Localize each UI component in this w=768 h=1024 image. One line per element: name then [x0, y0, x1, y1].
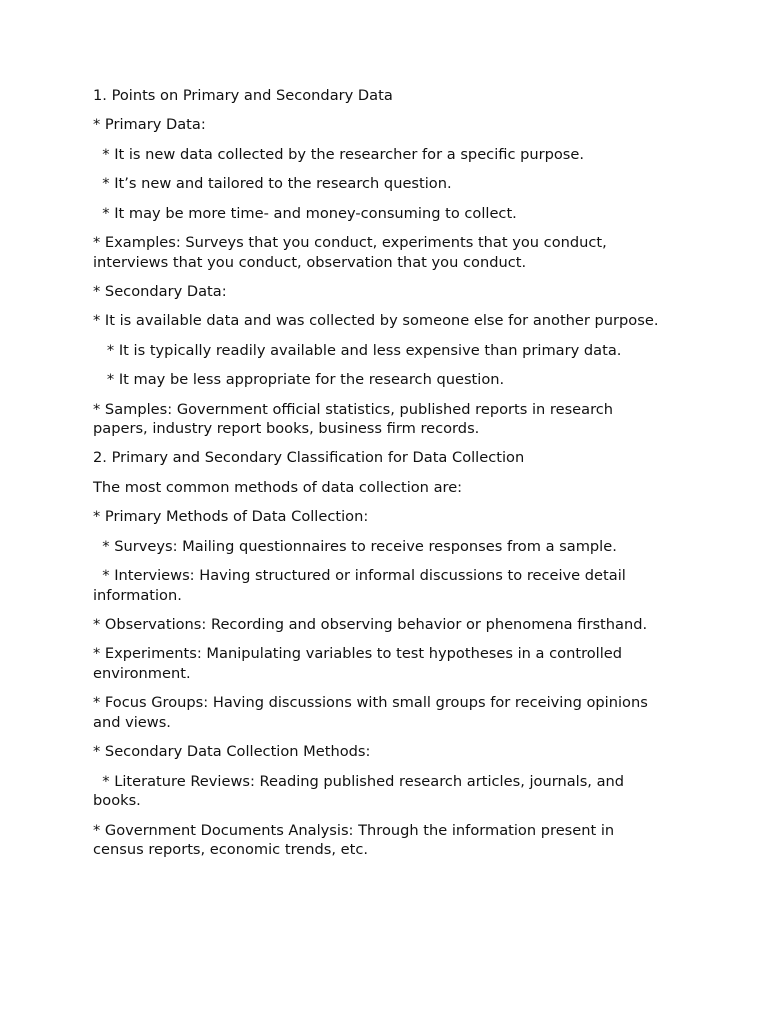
intro-common-methods: The most common methods of data collection are:: [93, 478, 463, 496]
section-heading-classification: 2. Primary and Secondary Classification for Data Collection: [93, 449, 525, 467]
sub-bullet-less-appropriate: * It may be less appropriate for the research question.: [93, 371, 505, 389]
bullet-observations: * Observations: Recording and observing behavior or phenomena firsthand.: [93, 616, 648, 634]
sub-bullet-interviews: * Interviews: Having structured or informal discussions to receive detail information.: [93, 567, 631, 604]
bullet-experiments: * Experiments: Manipulating variables to test hypotheses in a controlled environment.: [93, 645, 627, 683]
sub-bullet-tailored: * It’s new and tailored to the research question.: [93, 175, 452, 193]
document-page: [93, 86, 668, 870]
bullet-primary-data: * Primary Data:: [93, 116, 206, 134]
bullet-secondary-methods: * Secondary Data Collection Methods:: [93, 743, 371, 761]
bullet-samples: * Samples: Government official statistics, published reports in research papers, industry report books, business firm records.: [93, 400, 618, 438]
section-heading-primary-secondary-points: 1. Points on Primary and Secondary Data: [93, 87, 393, 104]
sub-bullet-literature-reviews: * Literature Reviews: Reading published research articles, journals, and books.: [93, 772, 629, 810]
bullet-secondary-data: * Secondary Data:: [93, 282, 227, 300]
sub-bullet-readily-available: * It is typically readily available and less expensive than primary data.: [93, 341, 622, 359]
sub-bullet-surveys: * Surveys: Mailing questionnaires to receive responses from a sample.: [93, 537, 617, 555]
bullet-primary-methods: * Primary Methods of Data Collection:: [93, 508, 369, 526]
sub-bullet-new-data: * It is new data collected by the researcher for a specific purpose.: [93, 145, 585, 163]
bullet-available-data: * It is available data and was collected by someone else for another purpose.: [93, 312, 659, 330]
bullet-examples: * Examples: Surveys that you conduct, experiments that you conduct, interviews that you conduct, observation that you conduct.: [93, 233, 612, 271]
sub-bullet-time-money: * It may be more time- and money-consuming to collect.: [93, 204, 517, 222]
bullet-focus-groups: * Focus Groups: Having discussions with small groups for receiving opinions and views.: [93, 694, 653, 731]
bullet-government-documents: * Government Documents Analysis: Through the information present in census reports, economic trends, etc.: [93, 821, 619, 859]
